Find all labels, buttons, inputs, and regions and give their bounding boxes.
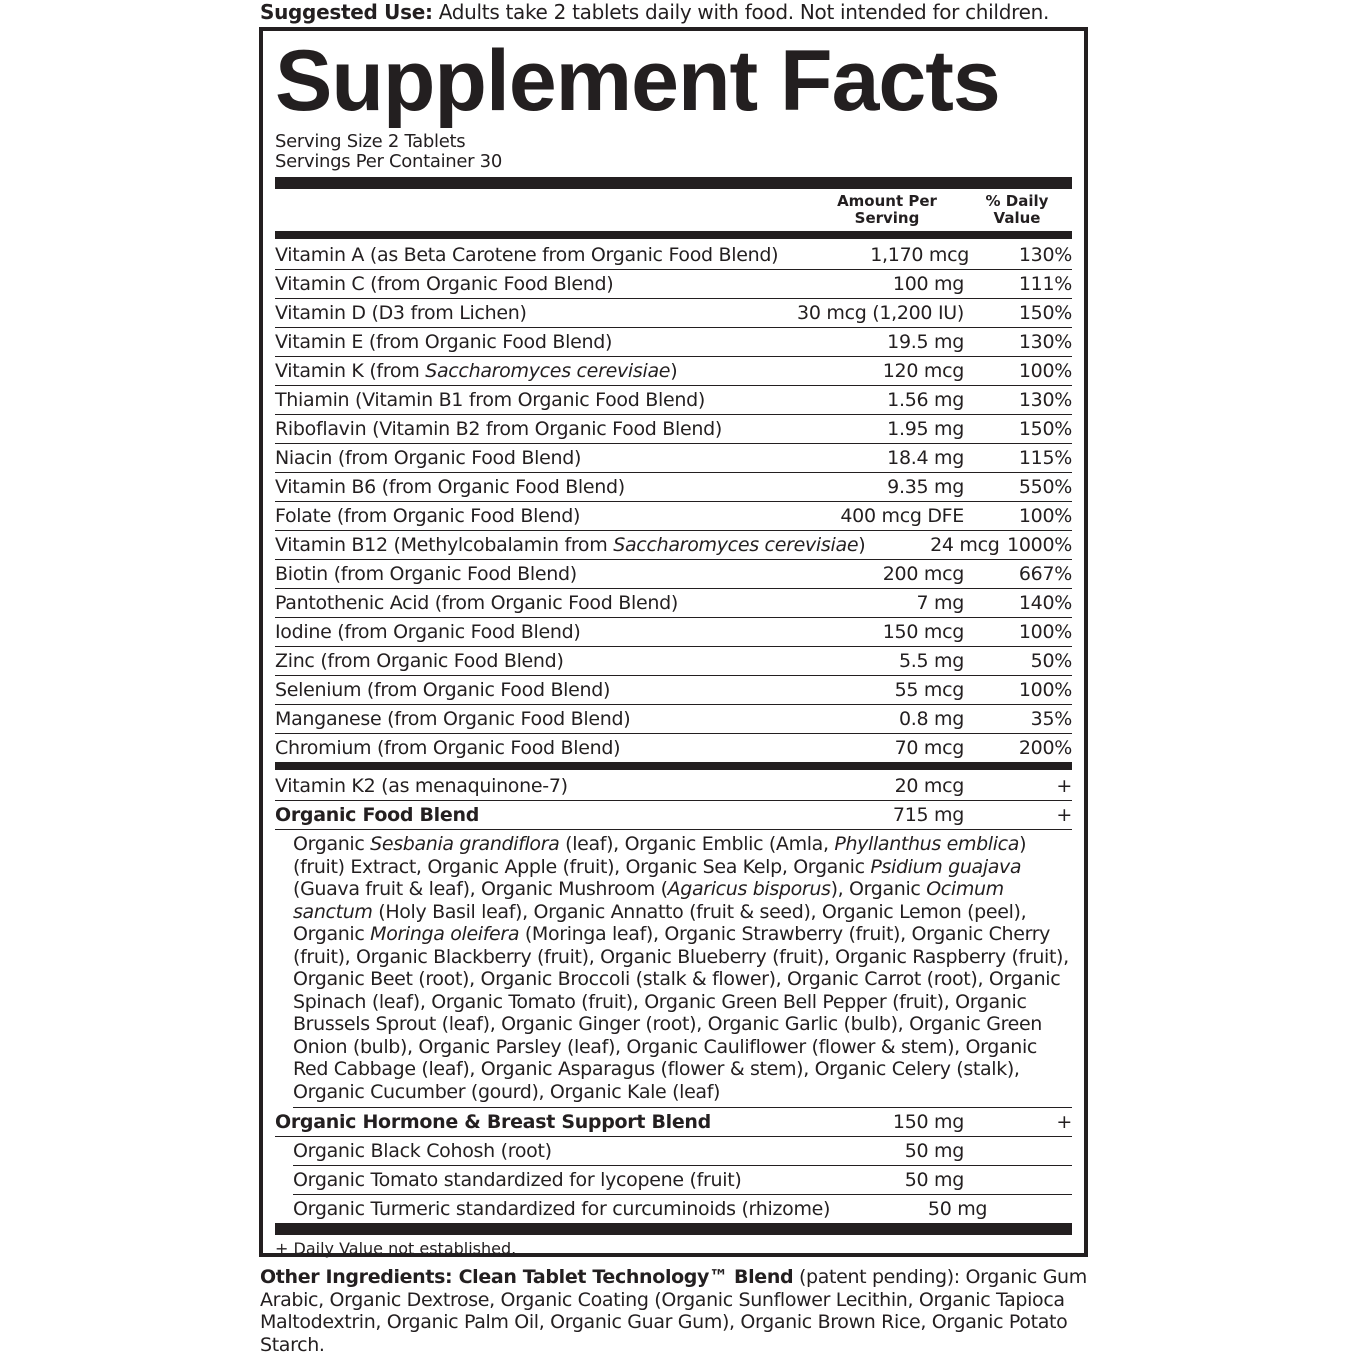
nutrient-dv: 100% xyxy=(1018,360,1072,382)
nutrient-amount: 1.56 mg xyxy=(887,389,964,411)
nutrient-dv: 100% xyxy=(1018,505,1072,527)
nutrient-list xyxy=(275,241,1072,762)
thick-divider xyxy=(275,177,1072,189)
nutrient-amount: 18.4 mg xyxy=(887,447,964,469)
nutrient-amount: 30 mcg (1,200 IU) xyxy=(797,302,964,324)
mid-divider xyxy=(275,762,1072,770)
table-row: Vitamin K2 (as menaquinone-7) 20 mcg + xyxy=(275,772,1072,801)
table-row xyxy=(275,357,1072,386)
serving-size: Serving Size 2 Tablets xyxy=(275,131,466,152)
food-blend-ingredients: Organic Sesbania grandiflora (leaf), Organic Emblic (Amla, Phyllanthus emblica) (fruit) Extract, Organic Apple (fruit), Organic Sea Kelp, Organic Psidium guajava (Guava fruit & leaf), Organic Mushroom (Agaricus bisporus), Organic Ocimum sanctum (Holy Basil leaf), Organic Annatto (fruit & seed), Organic Lemon (peel), Organic Moringa oleifera (Moringa leaf), Organic Strawberry (fruit), Organic Cherry (fruit), Organic Blackberry (fruit), Organic Blueberry (fruit), Organic Raspberry (fruit), Organic Beet (root), Organic Broccoli (stalk & flower), Organic Carrot (root), Organic Spinach (leaf), Organic Tomato (fruit), Organic Green Bell Pepper (fruit), Organic Brussels Sprout (leaf), Organic Ginger (root), Organic Garlic (bulb), Organic Green Onion (bulb), Organic Parsley (leaf), Organic Cauliflower (flower & stem), Organic Red Cabbage (leaf), Organic Asparagus (flower & stem), Organic Celery (stalk), Organic Cucumber (gourd), Organic Kale (leaf) xyxy=(293,830,1072,1108)
table-row xyxy=(275,618,1072,647)
table-row: Organic Black Cohosh (root) 50 mg xyxy=(293,1137,1072,1166)
nutrient-name: Vitamin K (from Saccharomyces cerevisiae) xyxy=(275,360,678,382)
nutrient-amount: 1.95 mg xyxy=(887,418,964,440)
table-row: Organic Hormone & Breast Support Blend 150 mg + xyxy=(275,1108,1072,1137)
nutrient-name: Zinc (from Organic Food Blend) xyxy=(275,650,564,672)
table-row xyxy=(275,444,1072,473)
table-row xyxy=(275,299,1072,328)
table-row xyxy=(275,676,1072,705)
nutrient-dv: 115% xyxy=(1018,447,1072,469)
serving-info xyxy=(275,132,1072,172)
other-ingredients xyxy=(260,1266,1100,1356)
bottom-divider xyxy=(275,1223,1072,1235)
nutrient-amount: 400 mcg DFE xyxy=(840,505,964,527)
table-row xyxy=(275,241,1072,270)
nutrient-amount: 200 mcg xyxy=(882,563,964,585)
table-row xyxy=(275,270,1072,299)
nutrient-dv: 100% xyxy=(1018,679,1072,701)
nutrient-name: Vitamin E (from Organic Food Blend) xyxy=(275,331,613,353)
table-row xyxy=(275,705,1072,734)
nutrient-amount: 55 mcg xyxy=(894,679,964,701)
nutrient-dv: 150% xyxy=(1018,418,1072,440)
nutrient-name: Manganese (from Organic Food Blend) xyxy=(275,708,631,730)
other-ingredients-label: Other Ingredients: Clean Tablet Technology™ Blend xyxy=(260,1266,794,1288)
table-row xyxy=(275,560,1072,589)
nutrient-name: Vitamin B6 (from Organic Food Blend) xyxy=(275,476,625,498)
table-row: Organic Food Blend 715 mg + xyxy=(275,801,1072,830)
servings-per-container: Servings Per Container 30 xyxy=(275,151,502,172)
nutrient-dv: 150% xyxy=(1018,302,1072,324)
nutrient-amount: 120 mcg xyxy=(882,360,964,382)
table-row xyxy=(275,734,1072,762)
nutrient-name: Pantothenic Acid (from Organic Food Blend) xyxy=(275,592,678,614)
nutrient-dv: 35% xyxy=(1030,708,1072,730)
nutrient-dv: 130% xyxy=(1018,244,1072,266)
nutrient-name: Riboflavin (Vitamin B2 from Organic Food Blend) xyxy=(275,418,722,440)
header-divider xyxy=(275,231,1072,239)
table-row: Organic Turmeric standardized for curcuminoids (rhizome) 50 mg xyxy=(293,1198,988,1220)
nutrient-name: Vitamin D (D3 from Lichen) xyxy=(275,302,527,324)
nutrient-amount: 19.5 mg xyxy=(887,331,964,353)
nutrient-dv: 111% xyxy=(1018,273,1072,295)
nutrient-dv: 200% xyxy=(1018,737,1072,759)
suggested-use-text: Adults take 2 tablets daily with food. Not intended for children. xyxy=(432,0,1050,24)
nutrient-name: Selenium (from Organic Food Blend) xyxy=(275,679,611,701)
nutrient-name: Folate (from Organic Food Blend) xyxy=(275,505,581,527)
table-row xyxy=(275,531,1072,560)
nutrient-name: Vitamin C (from Organic Food Blend) xyxy=(275,273,614,295)
table-row xyxy=(275,589,1072,618)
suggested-use-label: Suggested Use: xyxy=(260,0,433,24)
nutrient-amount: 0.8 mg xyxy=(898,708,964,730)
table-row xyxy=(275,647,1072,676)
suggested-use xyxy=(260,0,1100,24)
nutrient-dv: 1000% xyxy=(1007,534,1072,556)
table-row xyxy=(275,386,1072,415)
nutrient-amount: 9.35 mg xyxy=(887,476,964,498)
panel-title: Supplement Facts xyxy=(275,33,1000,129)
nutrient-amount: 70 mcg xyxy=(894,737,964,759)
nutrient-amount: 150 mcg xyxy=(882,621,964,643)
nutrient-name: Thiamin (Vitamin B1 from Organic Food Blend) xyxy=(275,389,705,411)
nutrient-dv: 130% xyxy=(1018,331,1072,353)
nutrient-name: Biotin (from Organic Food Blend) xyxy=(275,563,577,585)
supplement-facts-panel xyxy=(259,27,1088,1257)
table-row xyxy=(275,328,1072,357)
nutrient-dv: 140% xyxy=(1018,592,1072,614)
nutrient-dv: 667% xyxy=(1018,563,1072,585)
nutrient-name: Niacin (from Organic Food Blend) xyxy=(275,447,582,469)
amount-header: Amount Per Serving xyxy=(837,192,937,227)
nutrient-name: Vitamin B12 (Methylcobalamin from Saccharomyces cerevisiae) xyxy=(275,534,866,556)
column-header xyxy=(275,189,1072,231)
nutrient-name: Vitamin A (as Beta Carotene from Organic Food Blend) xyxy=(275,244,779,266)
nutrient-amount: 24 mcg xyxy=(930,534,1000,556)
footnote: + Daily Value not established. xyxy=(275,1239,517,1258)
nutrient-dv: 550% xyxy=(1018,476,1072,498)
nutrient-amount: 100 mg xyxy=(892,273,964,295)
table-row xyxy=(275,502,1072,531)
table-row xyxy=(275,473,1072,502)
nutrient-dv: 100% xyxy=(1018,621,1072,643)
nutrient-name: Chromium (from Organic Food Blend) xyxy=(275,737,621,759)
nutrient-amount: 1,170 mcg xyxy=(870,244,969,266)
nutrient-dv: 50% xyxy=(1030,650,1072,672)
nutrient-name: Iodine (from Organic Food Blend) xyxy=(275,621,581,643)
other-ingredients-text: (patent pending): Organic Gum Arabic, Organic Dextrose, Organic Coating (Organic Sunflower Lecithin, Organic Tapioca Maltodextrin, Organic Palm Oil, Organic Guar Gum), Organic Brown Rice, Organic Potato Starch. xyxy=(260,1266,1087,1356)
nutrient-amount: 7 mg xyxy=(916,592,964,614)
table-row: Organic Tomato standardized for lycopene (fruit) 50 mg xyxy=(293,1166,1072,1195)
table-row xyxy=(275,415,1072,444)
nutrient-amount: 5.5 mg xyxy=(898,650,964,672)
hormone-blend-items xyxy=(275,1137,1072,1223)
nutrient-dv: 130% xyxy=(1018,389,1072,411)
dv-header: % Daily Value xyxy=(985,192,1049,227)
